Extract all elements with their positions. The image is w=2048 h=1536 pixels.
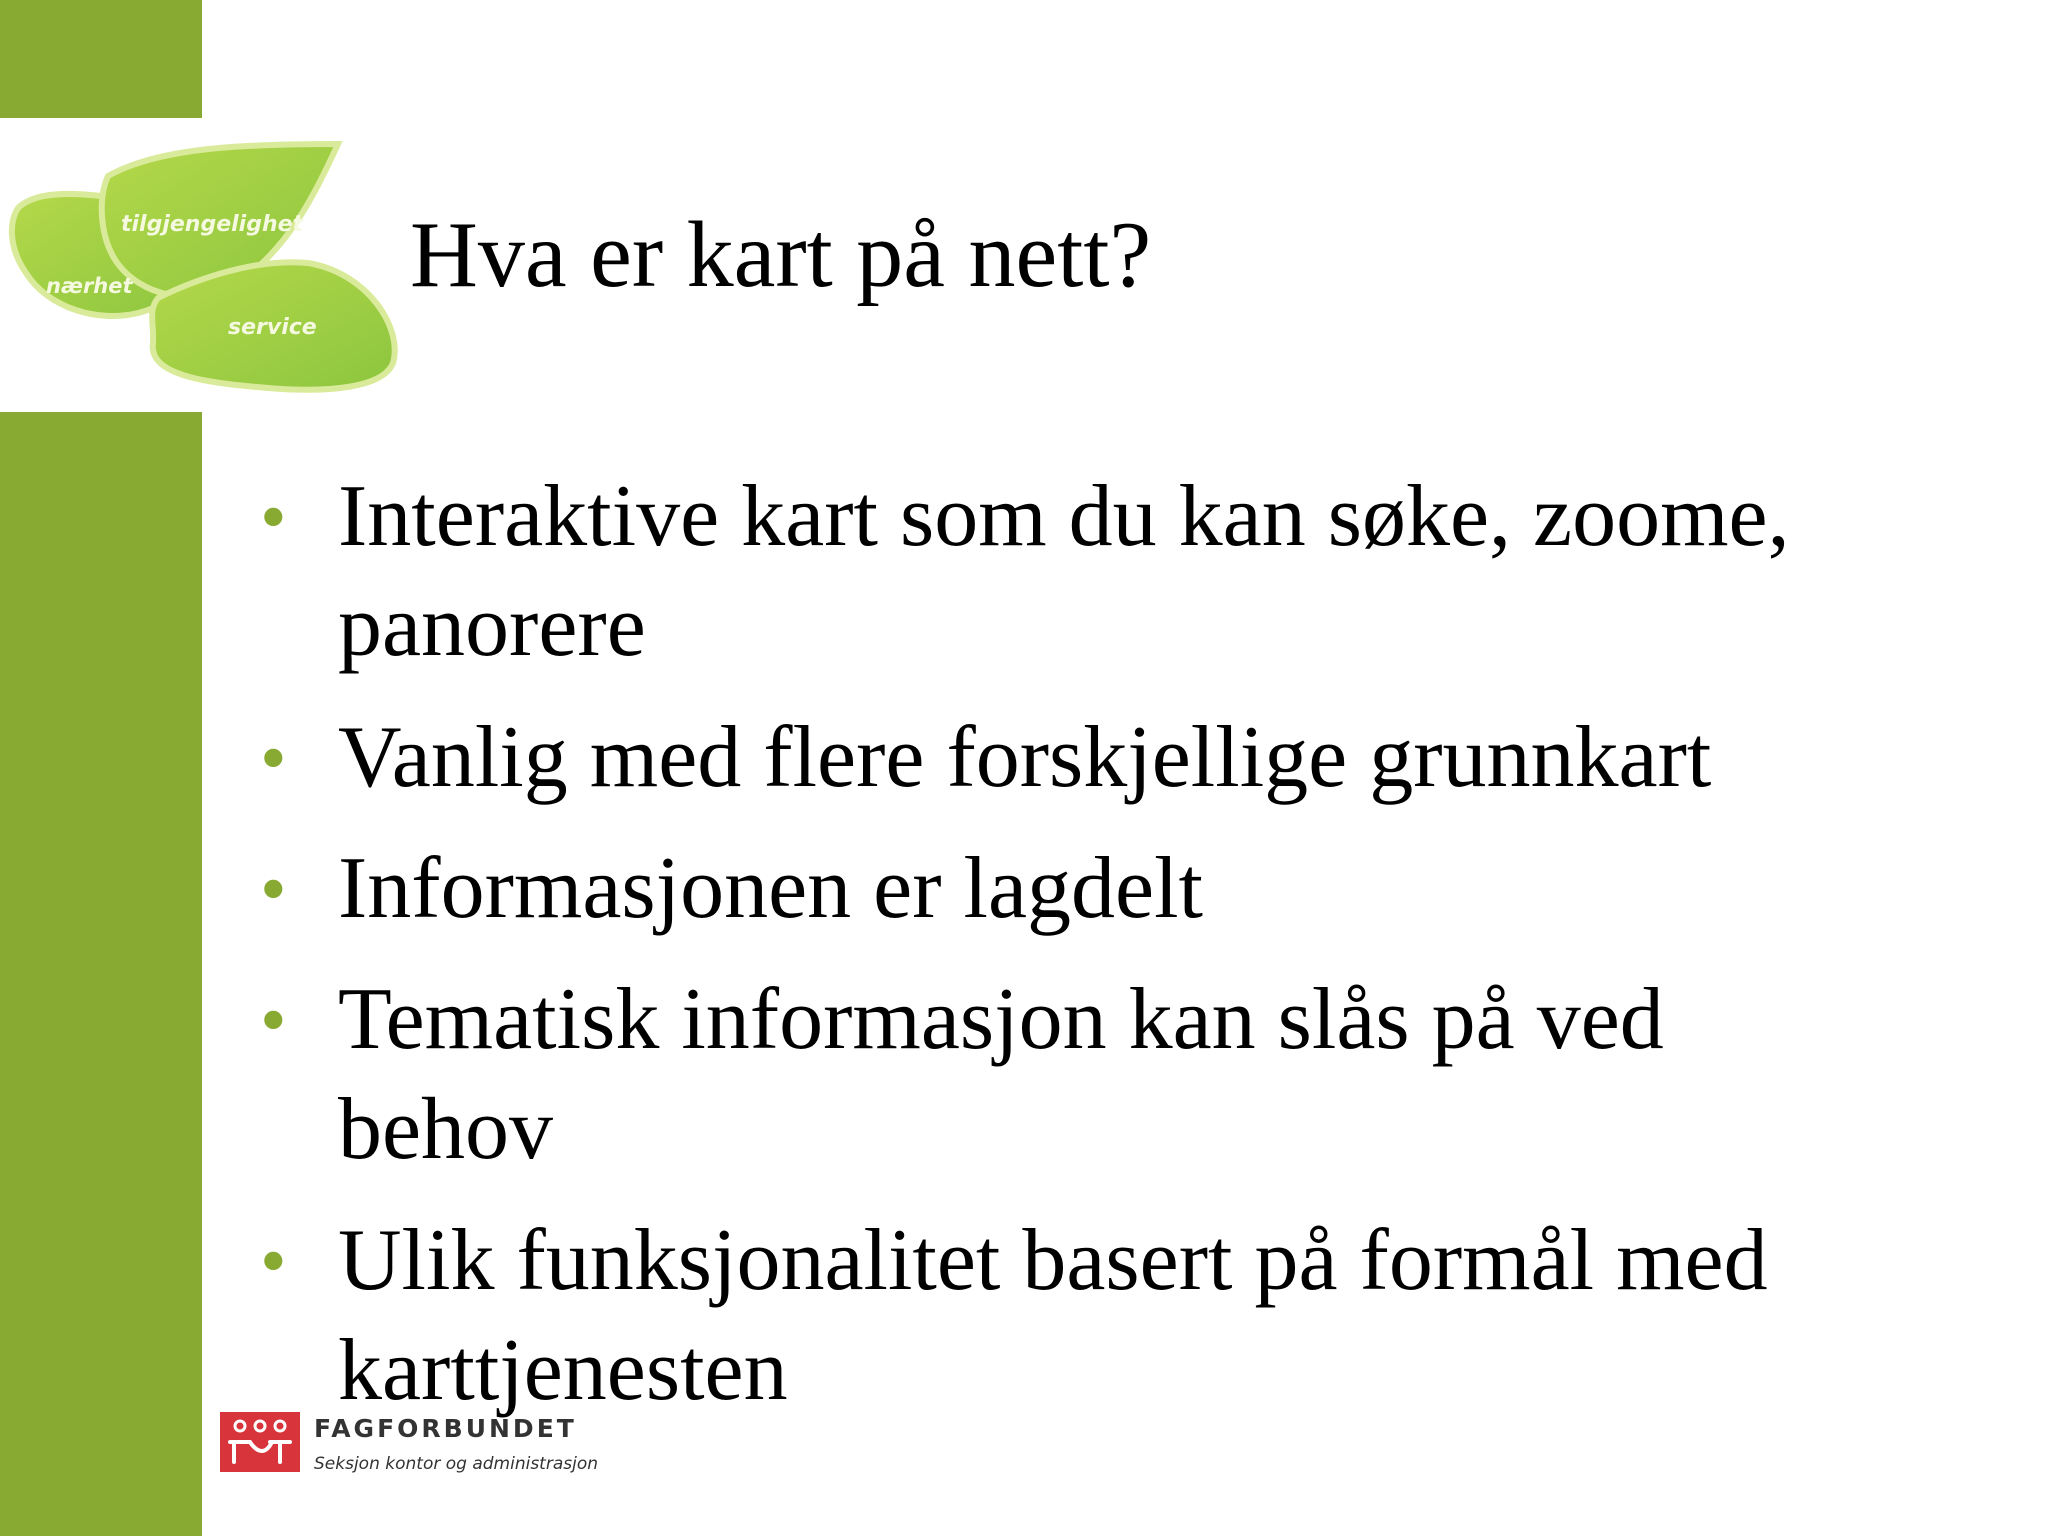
bullet-dot-icon: • <box>260 978 287 1062</box>
bullet-item <box>250 965 1890 1185</box>
bullet-item <box>250 703 1890 813</box>
bullet-dot-icon: • <box>260 716 287 800</box>
leaf-word-2: nærhet <box>46 274 133 298</box>
bullet-text: Vanlig med flere forskjellige grunnkart <box>338 709 1712 806</box>
bullet-text: Ulik funksjonalitet basert på formål med karttjenesten <box>338 1212 1768 1419</box>
org-name: FAGFORBUNDET <box>314 1414 577 1443</box>
bullet-item <box>250 462 1890 682</box>
fagforbundet-logo <box>220 1412 640 1492</box>
top-accent-bar <box>0 0 202 118</box>
bullet-item <box>250 834 1890 944</box>
side-accent-bar <box>0 412 202 1536</box>
org-subtitle: Seksjon kontor og administrasjon <box>314 1454 599 1474</box>
leaf-word-1: tilgjengelighet <box>121 212 304 237</box>
bullet-dot-icon: • <box>260 1219 287 1303</box>
bullet-item <box>250 1206 1890 1426</box>
bullet-text: Tematisk informasjon kan slås på ved behov <box>338 971 1664 1178</box>
fagforbundet-mark-icon <box>220 1412 300 1472</box>
leaf-word-3: service <box>228 315 317 340</box>
slide-title: Hva er kart på nett? <box>410 203 1152 307</box>
bullet-list <box>250 462 1890 1447</box>
bullet-dot-icon: • <box>260 847 287 931</box>
bullet-text: Interaktive kart som du kan søke, zoome, panorere <box>338 468 1790 675</box>
bullet-dot-icon: • <box>260 475 287 559</box>
leaf-logo <box>8 138 400 394</box>
bullet-text: Informasjonen er lagdelt <box>338 840 1204 937</box>
